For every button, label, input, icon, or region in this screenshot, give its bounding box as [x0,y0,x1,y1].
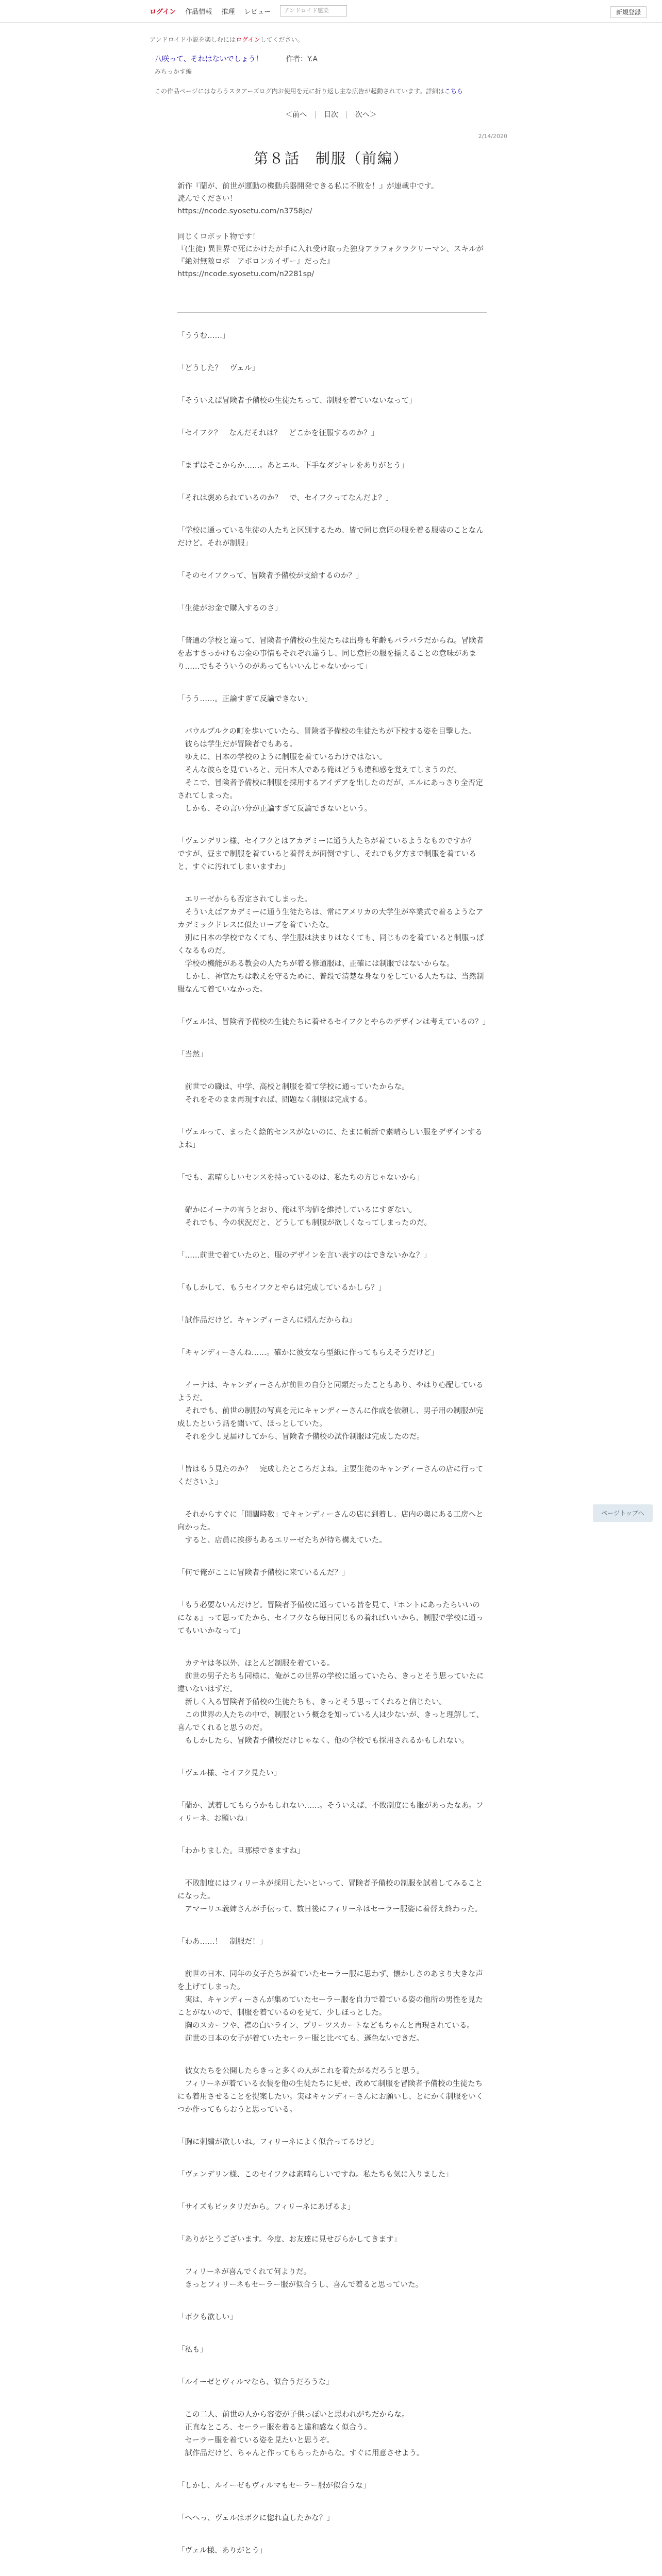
body-paragraph: 「でも、素晴らしいセンスを持っているのは、私たちの方じゃないから」 [177,1174,424,1182]
search-input[interactable]: アンドロイド感染 [280,5,347,16]
body-paragraph: 「ヴェル様、ありがとう」 [177,2547,267,2555]
body-paragraph: 「私も」 [177,2346,207,2354]
body-paragraph: 「ヴェンデリン様、セイフクとはアカデミーに通う人たちが着ているようなものですか？ ですが、昼まで制服を着ていると着替えが面倒ですし、それでも夕方まで制服を着ていると、すぐに汚れてしまいますわ」 [177,837,483,871]
next-link[interactable]: 次へ＞ [355,111,377,119]
body-paragraph: 「何で俺がここに冒険者予備校に来ているんだ？」 [177,1569,350,1577]
toc-link[interactable]: 目次 [324,111,338,119]
body-paragraph: 「わかりました。旦那様できますね」 [177,1847,305,1855]
episode-date: 2/14/2020 [478,133,507,140]
pager-top [0,109,662,120]
login-notice-link[interactable]: ログイン [236,36,260,43]
body-paragraph: 「ありがとうございます。今度、お友達に見せびらかしてきます」 [177,2235,401,2244]
author-name[interactable]: 作者：Y.A [286,55,318,63]
body-paragraph: 「試作品だけど。キャンディーさんに頼んだからね」 [177,1316,356,1325]
nav-link-review[interactable]: レビュー [244,8,271,16]
body-paragraph: 「そのセイフクって、冒険者予備校が支給するのか？」 [177,572,363,580]
body-paragraph: 「学校に通っている生徒の人たちと区別するため、皆で同じ意匠の服を着る服装のことなんだけど。それが制服」 [177,527,484,548]
prev-link[interactable]: ＜前へ [285,111,307,119]
episode-title: 第８話 制服（前編） [253,150,408,167]
body-paragraph: それからすぐに「開闊時数」でキャンディーさんの店に到着し、店内の奥にある工房へと向かった。 すると、店員に挨拶もあるエリーゼたちが待ち構えていた。 [177,1511,484,1545]
body-paragraph: 「普通の学校と違って、冒険者予備校の生徒たちは出身も年齢もバラバラだからね。冒険者を志すきっかけもお金の事情もそれぞれ違うし、同じ意匠の服を揃えることの意味があまり……でもそういうのがあってもいいんじゃないかって」 [177,637,484,671]
body-paragraph: 「ボクも欲しい」 [177,2313,237,2321]
body-paragraph: エリーゼからも否定されてしまった。 そういえばアカデミーに通う生徒たちは、常にアメリカの大学生が卒業式で着るようなアカデミックドレスに似たローブを着ていたな。 別に日本の学校でなくても、学生服は決まりはなくても、同じものを着ていると制服っぽくなるものだ。 学校の機能がある教会の人たちが着る修道服は、正確には制服ではないからな。 しかし、神官たちは教えを守るために、普段で清楚な身なりをしている人たちは、当然制服なんて着ていなかった。 [177,895,484,994]
pager-separator: | [345,111,348,119]
body-paragraph: 「まずはそこからか……。あとエル、下手なダジャレをありがとう」 [177,462,409,470]
body-paragraph: 「それは褒められているのか？ で、セイフクってなんだよ？」 [177,494,393,502]
body-paragraph: 「わあ……！ 制服だ！」 [177,1938,267,1946]
body-paragraph: 「もしかして、もうセイフクとやらは完成しているかしら？」 [177,1284,386,1292]
body-paragraph: 不敗制度にはフィリーネが採用したいといって、冒険者予備校の制服を試着してみることになった。 アマーリエ義姉さんが手伝って、数日後にフィリーネはセーラー服姿に着替え終わった。 [177,1879,483,1913]
body-paragraph: 「……前世で着ていたのと、服のデザインを言い表すのはできないかな？」 [177,1251,431,1260]
body-paragraph: カテヤは冬以外、ほとんど制服を着ている。 前世の男子たちも同様に、俺がこの世界の学校に通っていたら、きっとそう思っていたに違いないはずだ。 新しく入る冒険者予備校の生徒たちも、きっとそう思ってくれると信じたい。 この世界の人たちの中で、制服という概念を知っている人は少ないが、きっと理解して、喜んでくれると思うのだ。 もしかしたら、冒険者予備校だけじゃなく、他の学校でも採用されるかもしれない。 [177,1659,484,1745]
page-top-button[interactable]: ページトップへ [593,1504,653,1522]
body-paragraph: 前世の日本、同年の女子たちが着ていたセーラー服に思わず、懐かしさのあまり大きな声を上げてしまった。 実は、キャンディーさんが集めていたセーラー服を自力で着ている姿の他所の男性を見たことがないので、制服を着ているのを見て、少しほっとした。 胸のスカーフや、襟の白いライン、プリーツスカートなどもちゃんと再現されている。 前世の日本の女子が着ていたセーラー服と比べても、遜色ないできだ。 [177,1970,483,2043]
body-paragraph: 「蘭か、試着してもらうかもしれない……。そういえば、不敗制度にも服があったなあ。フィリーネ、お願いね」 [177,1802,484,1823]
body-paragraph: 「ルイーゼとヴィルマなら、似合うだろうな」 [177,2378,334,2386]
body-paragraph: 「へへっ、ヴェルはボクに惚れ直したかな？」 [177,2514,334,2522]
body-paragraph: 「ううむ……」 [177,332,230,340]
login-notice [150,35,304,44]
body-paragraph: 「ヴェルって、まったく絵的センスがないのに、たまに斬新で素晴らしい服をデザインするよね」 [177,1128,483,1149]
login-notice-suffix: してください。 [260,36,304,43]
body-paragraph: 「うう……。正論すぎて反論できない」 [177,695,312,703]
ad-warning-text: この作品ページにはなろうスタアーズログ内お使用を元に折り返し主な広告が起動されています。詳細は [155,88,444,95]
series-subtitle: みちっかす編 [155,68,192,75]
preface [177,180,487,294]
nav-link-mystery[interactable]: 推理 [221,8,235,16]
body-paragraph: イーナは、キャンディーさんが前世の自分と同類だったこともあり、やはり心配しているようだ。 それでも、前世の制服の写真を元にキャンディーさんに作成を依頼し、男子用の制服が完成したという話を聞いて、ほっとしていた。 それを少し見届けしてから、冒険者予備校の試作制服は完成したのだ。 [177,1381,484,1441]
body-paragraph: バウルブルクの町を歩いていたら、冒険者予備校の生徒たちが下校する姿を目撃した。 彼らは学生だが冒険者でもある。 ゆえに、日本の学校のように制服を着ているわけではない。 そんな彼らを見ていると、元日本人である俺はどうも違和感を覚えてしまうのだ。 そこで、冒険者予備校に制服を採用するアイデアを出したのだが、エルにあっさり全否定されてしまった。 しかも、その言い分が正論すぎて反論できないという。 [177,727,483,813]
login-notice-prefix: アンドロイド小説を楽しむには [150,36,236,43]
top-navigation-links [150,5,353,16]
series-title-link[interactable]: 八咲って、それはないでしょう！ [155,55,263,63]
body-paragraph: 「生徒がお金で購入するのさ」 [177,604,282,613]
body-paragraph: この二人、前世の人から容姿が子供っぽいと思われがちだからな。 正直なところ、セーラー服を着ると違和感なく似合う。 セーラー服を着ている姿を見たいと思うぞ。 試作品だけど、ちゃんと作ってもらったからな。すぐに用意させよう。 [185,2411,424,2458]
body-paragraph: 「胸に刺繍が欲しいね。フィリーネによく似合ってるけど」 [177,2138,378,2146]
body-paragraph: 「サイズもピッタリだから。フィリーネにあげるよ」 [177,2203,355,2211]
body-paragraph: 「キャンディーさんね……。確かに彼女なら型紙に作ってもらえそうだけど」 [177,1349,439,1357]
top-navigation-bar [0,0,662,23]
login-link[interactable]: ログイン [150,8,176,16]
ad-warning [155,87,505,95]
preface-paragraph: 同じくロボット物です！ 『(生徒) 異世界で死にかけたが手に入れ受け取った独身アラフォクラクリーマン、スキルが『絶対無敵ロボ アポロンカイザー』だった』 https://ncode.syosetu.com/n2281sp/ [177,233,484,278]
body-paragraph: 「もう必要ないんだけど。冒険者予備校に通っている皆を見て、『ホントにあったらいいのになぁ』って思ってたから、セイフクなら毎日同じもの着ればいいから、制服で学校に通ってもいいかなって」 [177,1601,484,1635]
preface-paragraph: 新作『蘭が、前世が運動の機動兵器開発できる私に不敗を！』が連載中です。 読んでください！ https://ncode.syosetu.com/n3758je/ [177,182,439,215]
body-paragraph: フィリーネが喜んでくれて何よりだ。 きっとフィリーネもセーラー服が似合うし、喜んで着ると思っていた。 [185,2268,423,2289]
body-paragraph: 「皆はもう見たのか？ 完成したところだよね。主要生徒のキャンディーさんの店に行ってくださいよ」 [177,1465,484,1486]
body-paragraph: 「しかし、ルイーゼもヴィルマもセーラー服が似合うな」 [177,2482,371,2490]
novel-meta [155,54,318,76]
nav-link-works[interactable]: 作品情報 [185,8,212,16]
body-paragraph: 確かにイーナの言うとおり、俺は平均値を維持しているにすぎない。 それでも、今の状況だと、どうしても制服が欲しくなってしまったのだ。 [185,1206,432,1227]
pager-separator: | [314,111,317,119]
register-button[interactable]: 新規登録 [610,6,647,18]
body-paragraph: 「そういえば冒険者予備校の生徒たちって、制服を着ていないなって」 [177,397,417,405]
preface-divider [177,312,487,313]
body-paragraph: 「当然」 [177,1050,207,1059]
body-paragraph: 「どうした？ ヴェル」 [177,364,259,372]
body-paragraph: 彼女たちを公開したらきっと多くの人がこれを着たがるだろうと思う。 フィリーネが着ている衣装を他の生徒たちに見せ、改めて制服を冒険者予備校の生徒たちにも着用させることを提案したい。実はキャンディーさんにお願いし、とにかく制服をいくつか作ってもらおうと思っている。 [177,2067,484,2114]
body-paragraph: 「セイフク？ なんだそれは？ どこかを征服するのか？」 [177,429,379,437]
body-paragraph: 「ヴェルは、冒険者予備校の生徒たちに着せるセイフクとやらのデザインは考えているの？」 [177,1018,490,1026]
body-paragraph: 「ヴェンデリン様、このセイフクは素晴らしいですね。私たちも気に入りました」 [177,2171,453,2179]
ad-warning-link[interactable]: こちら [444,88,463,95]
body-paragraph: 「ヴェル様、セイフク見たい」 [177,1769,282,1777]
body-paragraph: 前世での職は、中学、高校と制服を着て学校に通っていたからな。 それをそのまま再現すれば、問題なく制服は完成する。 [185,1083,409,1104]
episode-body [177,330,490,2576]
